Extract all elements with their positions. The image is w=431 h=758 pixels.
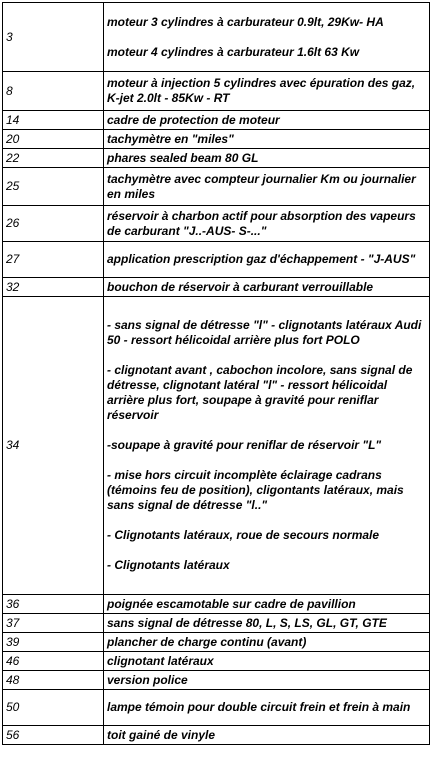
table-row [3, 297, 430, 595]
table-row [3, 595, 430, 614]
description-line: moteur 4 cylindres à carburateur 1.6lt 63 Kw [107, 44, 360, 59]
description-line: plancher de charge continu (avant) [107, 634, 307, 649]
description-line: réservoir à charbon actif pour absorption des vapeurs de carburant "J..-AUS- S-..." [107, 208, 416, 238]
table-row [3, 278, 430, 297]
code-cell: 14 [3, 111, 104, 130]
table-row [3, 242, 430, 278]
code-cell: 27 [3, 242, 104, 278]
description-cell [104, 690, 430, 726]
description-cell [104, 149, 430, 168]
code-cell: 50 [3, 690, 104, 726]
table-row [3, 614, 430, 633]
code-cell: 34 [3, 297, 104, 595]
description-line: tachymètre avec compteur journalier Km ou journalier en miles [107, 171, 416, 201]
description-cell [104, 652, 430, 671]
description-line: clignotant latéraux [107, 653, 214, 668]
description-line: sans signal de détresse 80, L, S, LS, GL, GT, GTE [107, 615, 387, 630]
table-row [3, 671, 430, 690]
table-row [3, 652, 430, 671]
description-cell [104, 614, 430, 633]
description-line: tachymètre en "miles" [107, 131, 234, 146]
description-line: version police [107, 672, 188, 687]
description-line: - mise hors circuit incomplète éclairage cadrans (témoins feu de position), cligontants latéraux, mais sans signal de détresse "l.." [107, 468, 404, 512]
description-line: phares sealed beam 80 GL [107, 150, 259, 165]
description-cell [104, 168, 430, 206]
description-cell [104, 72, 430, 111]
description-line: - clignotant avant , cabochon incolore, sans signal de détresse, clignotant latéral "l" - ressort hélicoidal arrière plus fort, soupape à gravité pour reniflar réservoir [107, 363, 413, 422]
description-cell [104, 633, 430, 652]
description-cell [104, 297, 430, 595]
code-cell: 56 [3, 726, 104, 745]
code-cell: 25 [3, 168, 104, 206]
code-cell: 32 [3, 278, 104, 297]
description-line: -soupape à gravité pour reniflar de réservoir "L" [107, 438, 382, 452]
description-line: lampe témoin pour double circuit frein et frein à main [107, 700, 411, 714]
table-row [3, 130, 430, 149]
table-row [3, 690, 430, 726]
description-cell [104, 111, 430, 130]
table-row [3, 168, 430, 206]
description-line: - Clignotants latéraux [107, 558, 230, 572]
table-row [3, 206, 430, 242]
description-cell [104, 206, 430, 242]
table-row [3, 3, 430, 72]
description-line: moteur 3 cylindres à carburateur 0.9lt, 29Kw- HA [107, 14, 384, 29]
description-line: toit gainé de vinyle [107, 727, 216, 742]
description-cell [104, 726, 430, 745]
description-line: - sans signal de détresse "l" - clignotants latéraux Audi 50 - ressort hélicoidal arrière plus fort POLO [107, 318, 422, 347]
table-row [3, 726, 430, 745]
table-row [3, 72, 430, 111]
code-cell: 36 [3, 595, 104, 614]
description-cell [104, 130, 430, 149]
code-cell: 22 [3, 149, 104, 168]
code-cell: 8 [3, 72, 104, 111]
table-row [3, 149, 430, 168]
description-line: - Clignotants latéraux, roue de secours normale [107, 528, 380, 542]
description-cell [104, 242, 430, 278]
code-cell: 48 [3, 671, 104, 690]
code-cell: 26 [3, 206, 104, 242]
description-cell [104, 595, 430, 614]
code-cell: 39 [3, 633, 104, 652]
description-line: moteur à injection 5 cylindres avec épuration des gaz, K-jet 2.0lt - 85Kw - RT [107, 76, 416, 105]
description-cell [104, 671, 430, 690]
description-cell [104, 278, 430, 297]
description-cell [104, 3, 430, 72]
table-row [3, 111, 430, 130]
description-line: cadre de protection de moteur [107, 112, 280, 127]
code-cell: 3 [3, 3, 104, 72]
code-cell: 46 [3, 652, 104, 671]
option-codes-table [2, 2, 430, 745]
table-row [3, 633, 430, 652]
code-cell: 37 [3, 614, 104, 633]
description-line: poignée escamotable sur cadre de pavillion [107, 596, 356, 611]
code-cell: 20 [3, 130, 104, 149]
description-line: bouchon de réservoir à carburant verrouillable [107, 279, 374, 294]
description-line: application prescription gaz d'échappement - "J-AUS" [107, 252, 416, 266]
